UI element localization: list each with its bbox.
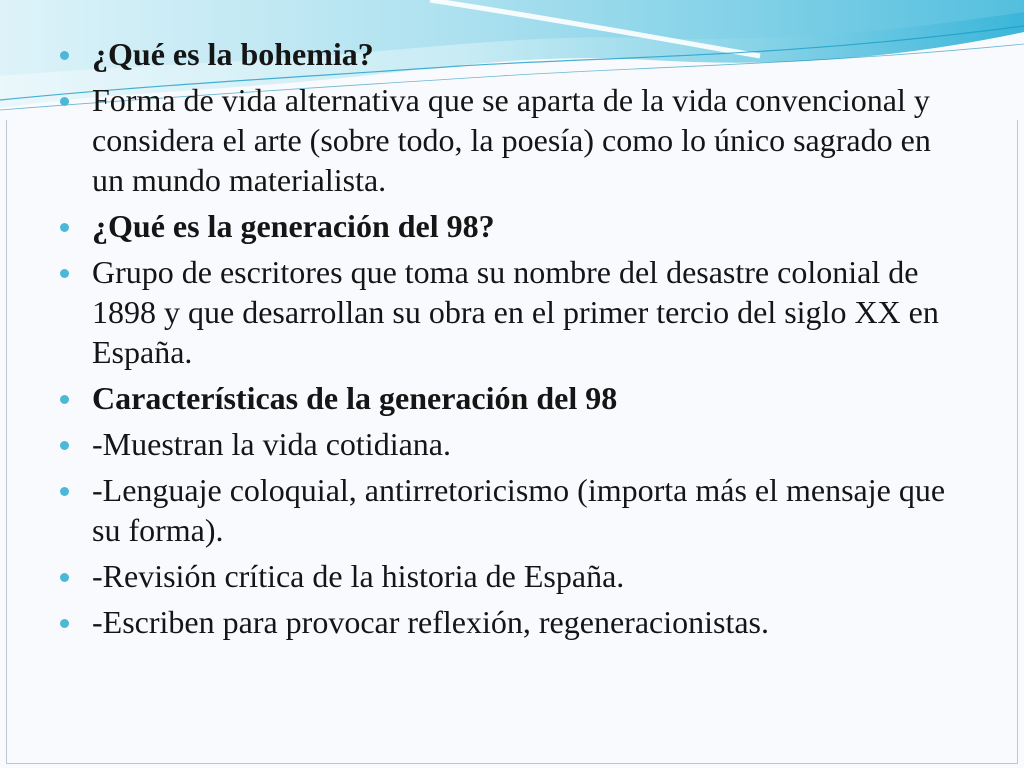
list-item	[58, 602, 968, 642]
list-item	[58, 470, 968, 550]
slide-content	[58, 34, 968, 648]
bullet-icon	[60, 269, 69, 278]
bullet-text: Características de la generación del 98	[92, 380, 618, 416]
bullet-text: ¿Qué es la bohemia?	[92, 36, 374, 72]
bullet-icon	[60, 619, 69, 628]
list-item	[58, 206, 968, 246]
bullet-text: -Lenguaje coloquial, antirretoricismo (importa más el mensaje que su forma).	[92, 472, 946, 548]
list-item	[58, 378, 968, 418]
bullet-icon	[60, 223, 69, 232]
bullet-text: Grupo de escritores que toma su nombre del desastre colonial de 1898 y que desarrollan su obra en el primer tercio del siglo XX en España.	[92, 254, 939, 370]
list-item	[58, 80, 968, 200]
bullet-icon	[60, 441, 69, 450]
bullet-text: ¿Qué es la generación del 98?	[92, 208, 495, 244]
bullet-icon	[60, 395, 69, 404]
bullet-text: Forma de vida alternativa que se aparta de la vida convencional y considera el arte (sobre todo, la poesía) como lo único sagrado en un mundo materialista.	[92, 82, 931, 198]
list-item	[58, 556, 968, 596]
list-item	[58, 252, 968, 372]
bullet-list	[58, 34, 968, 642]
bullet-text: -Revisión crítica de la historia de España.	[92, 558, 625, 594]
list-item	[58, 34, 968, 74]
bullet-text: -Muestran la vida cotidiana.	[92, 426, 451, 462]
bullet-icon	[60, 487, 69, 496]
bullet-icon	[60, 51, 69, 60]
bullet-text: -Escriben para provocar reflexión, regeneracionistas.	[92, 604, 769, 640]
bullet-icon	[60, 573, 69, 582]
bullet-icon	[60, 97, 69, 106]
list-item	[58, 424, 968, 464]
